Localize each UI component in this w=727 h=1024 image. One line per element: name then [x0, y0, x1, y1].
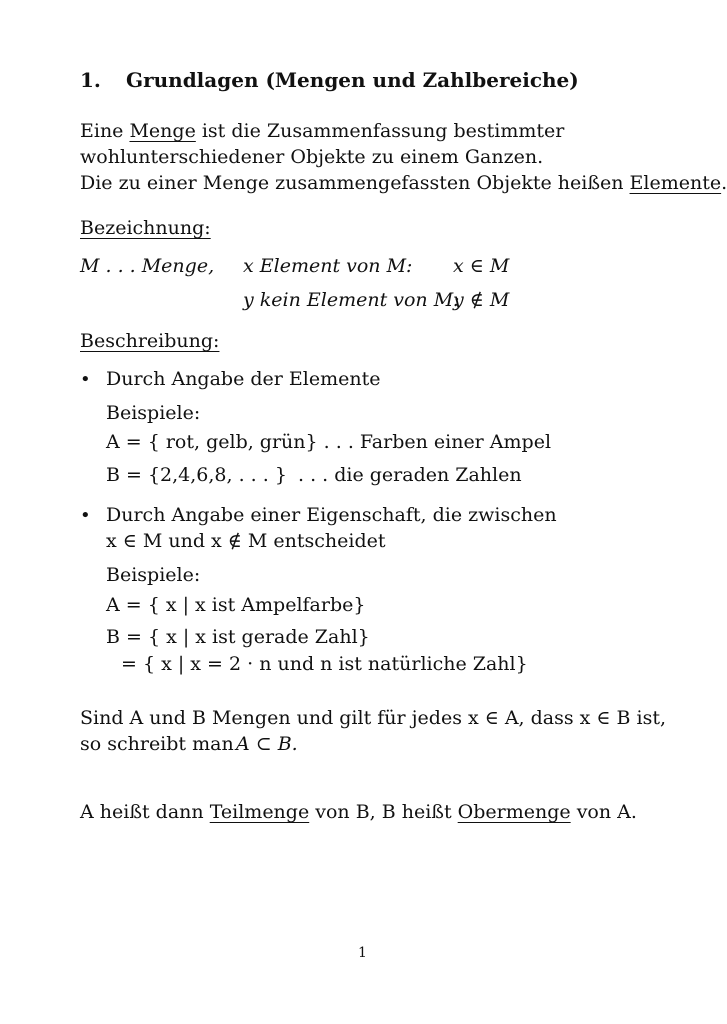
notation-row1-col2: x Element von M:: [243, 255, 413, 277]
subset-formula: A ⊂ B.: [236, 733, 298, 755]
item1-example-b-set: B = {2,4,6,8, . . . }: [106, 464, 287, 486]
notation-row1-col1: M . . . Menge,: [80, 255, 215, 277]
notation-row2-col2: y kein Element von M:: [243, 289, 460, 311]
item2-example-b-continued: = { x | x = 2 · n und n ist natürliche Zahl}: [121, 653, 528, 675]
section-number: 1.: [80, 68, 101, 92]
item1-examples-label: Beispiele:: [106, 402, 201, 424]
intro-text: Die zu einer Menge zusammengefassten Objekte heißen: [80, 172, 630, 194]
bullet-icon: •: [80, 369, 91, 390]
subset-text: A heißt dann: [80, 801, 210, 823]
item2-label-line1: Durch Angabe einer Eigenschaft, die zwischen: [106, 504, 557, 526]
intro-text: .: [721, 172, 727, 194]
bullet-icon: •: [80, 505, 91, 526]
notation-row1-col3: x ∈ M: [453, 255, 510, 277]
item1-label: Durch Angabe der Elemente: [106, 368, 381, 390]
page-number: 1: [358, 945, 367, 961]
item2-example-a: A = { x | x ist Ampelfarbe}: [106, 594, 366, 616]
intro-line-2: wohlunterschiedener Objekte zu einem Ganzen.: [80, 146, 544, 168]
subset-terms-line: [80, 803, 637, 822]
term-menge: Menge: [129, 120, 196, 142]
subset-text: von A.: [570, 801, 637, 823]
notation-row2-col3: y ∉ M: [453, 289, 510, 311]
subset-definition-line2: so schreibt man: [80, 733, 234, 755]
subset-definition-line1: Sind A und B Mengen und gilt für jedes x ∈ A, dass x ∈ B ist,: [80, 707, 667, 729]
section-title: Grundlagen (Mengen und Zahlbereiche): [126, 68, 579, 92]
item1-example-a: A = { rot, gelb, grün} . . . Farben einer Ampel: [106, 431, 552, 453]
intro-line-3: [80, 174, 727, 193]
term-elemente: Elemente: [629, 172, 722, 194]
intro-text: Eine: [80, 120, 130, 142]
bezeichnung-heading: Bezeichnung:: [80, 217, 211, 239]
intro-text: ist die Zusammenfassung bestimmter: [195, 120, 565, 142]
intro-line-1: [80, 122, 564, 141]
beschreibung-heading: Beschreibung:: [80, 330, 220, 352]
subset-text: von B, B heißt: [309, 801, 458, 823]
item2-examples-label: Beispiele:: [106, 564, 201, 586]
item2-example-b: B = { x | x ist gerade Zahl}: [106, 626, 370, 648]
item1-example-b-desc: . . . die geraden Zahlen: [298, 464, 522, 486]
term-obermenge: Obermenge: [457, 801, 571, 823]
item2-label-line2: x ∈ M und x ∉ M entscheidet: [106, 530, 386, 552]
term-teilmenge: Teilmenge: [209, 801, 310, 823]
